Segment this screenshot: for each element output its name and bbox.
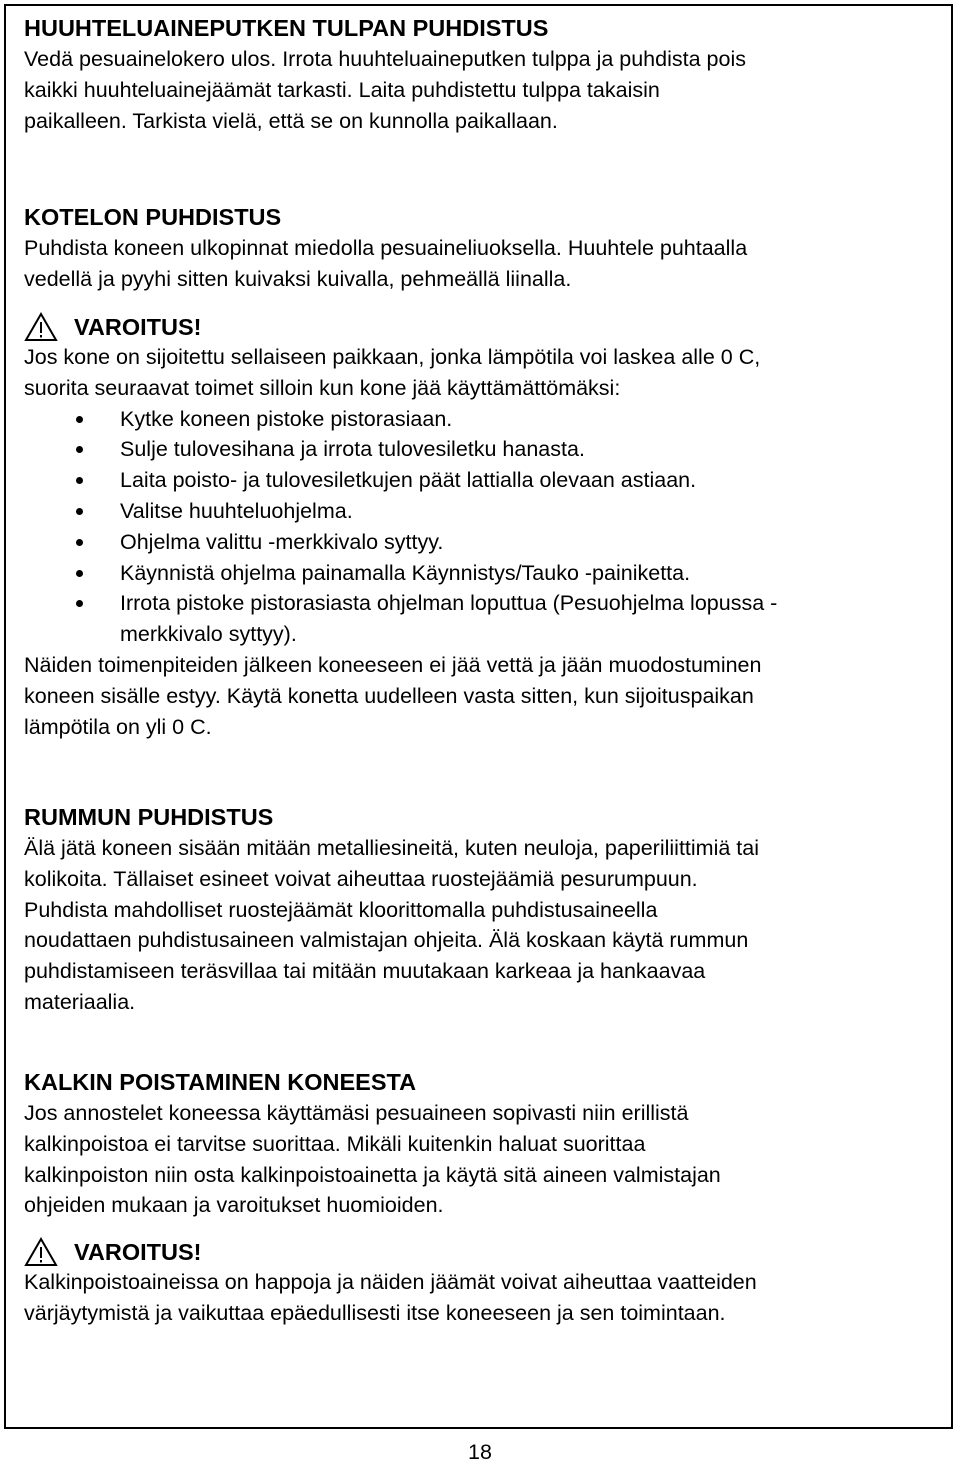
bullet-icon bbox=[76, 539, 83, 546]
paragraph-line: puhdistamiseen teräsvillaa tai mitään muutakaan karkeaa ja hankaavaa bbox=[24, 959, 706, 984]
paragraph-line: kolikoita. Tällaiset esineet voivat aiheuttaa ruostejäämiä pesurumpuun. bbox=[24, 866, 698, 891]
list-item bbox=[24, 434, 930, 465]
paragraph-line: paikalleen. Tarkista vielä, että se on kunnolla paikallaan. bbox=[24, 108, 558, 133]
list-item-text: Sulje tulovesihana ja irrota tulovesiletku hanasta. bbox=[120, 437, 585, 462]
warning-label: VAROITUS! bbox=[74, 314, 202, 340]
list-item-text: Ohjelma valittu -merkkivalo syttyy. bbox=[120, 529, 444, 554]
paragraph-line: kalkinpoiston niin osta kalkinpoistoainetta ja käytä sitä aineen valmistajan bbox=[24, 1162, 721, 1187]
bullet-icon bbox=[76, 416, 83, 423]
section-drum-cleaning bbox=[24, 802, 930, 1018]
list-item bbox=[24, 496, 930, 527]
bullet-icon bbox=[76, 600, 83, 607]
paragraph-line: Kalkinpoistoaineissa on happoja ja näiden jäämät voivat aiheuttaa vaatteiden bbox=[24, 1270, 757, 1294]
list-item-continuation bbox=[24, 619, 930, 650]
bullet-icon bbox=[76, 477, 83, 484]
section-title: RUMMUN PUHDISTUS bbox=[24, 804, 274, 830]
list-item bbox=[24, 404, 930, 435]
list-item-text: Valitse huuhteluohjelma. bbox=[120, 498, 353, 523]
section-hose-cleaning bbox=[24, 13, 930, 136]
paragraph-line: Puhdista mahdolliset ruostejäämät kloorittomalla puhdistusaineella bbox=[24, 897, 658, 922]
list-item bbox=[24, 527, 930, 558]
paragraph-line: vedellä ja pyyhi sitten kuivaksi kuivalla, pehmeällä liinalla. bbox=[24, 266, 572, 291]
paragraph-line: Näiden toimenpiteiden jälkeen koneeseen ei jää vettä ja jään muodostuminen bbox=[24, 652, 762, 677]
list-item bbox=[24, 465, 930, 496]
list-item bbox=[24, 588, 930, 619]
paragraph-line: lämpötila on yli 0 C. bbox=[24, 714, 212, 739]
warning-heading bbox=[24, 312, 930, 342]
section-title: HUUHTELUAINEPUTKEN TULPAN PUHDISTUS bbox=[24, 15, 549, 41]
warning-freeze bbox=[24, 312, 930, 742]
warning-triangle-icon bbox=[24, 312, 58, 342]
paragraph-line: ohjeiden mukaan ja varoitukset huomioiden. bbox=[24, 1193, 444, 1218]
paragraph-line: värjäytymistä ja vaikuttaa epäedullisesti itse koneeseen ja sen toimintaan. bbox=[24, 1300, 726, 1325]
paragraph-line: Puhdista koneen ulkopinnat miedolla pesuaineliuoksella. Huuhtele puhtaalla bbox=[24, 236, 748, 260]
list-item-text: merkkivalo syttyy). bbox=[120, 622, 297, 647]
section-descaling bbox=[24, 1067, 930, 1221]
bullet-icon bbox=[76, 446, 83, 453]
paragraph-line: koneen sisälle estyy. Käytä konetta uudelleen vasta sitten, kun sijoituspaikan bbox=[24, 683, 754, 708]
bullet-icon bbox=[76, 508, 83, 515]
paragraph-line: Jos kone on sijoitettu sellaiseen paikkaan, jonka lämpötila voi laskea alle 0 C, bbox=[24, 345, 761, 369]
list-item-text: Käynnistä ohjelma painamalla Käynnistys/Tauko -painiketta. bbox=[120, 560, 691, 585]
list-item bbox=[24, 558, 930, 589]
bullet-icon bbox=[76, 570, 83, 577]
list-item-text: Irrota pistoke pistorasiasta ohjelman loputtua (Pesuohjelma lopussa - bbox=[120, 591, 778, 616]
section-title: KALKIN POISTAMINEN KONEESTA bbox=[24, 1069, 417, 1095]
paragraph-line: suorita seuraavat toimet silloin kun kone jää käyttämättömäksi: bbox=[24, 375, 621, 400]
paragraph-line: materiaalia. bbox=[24, 989, 136, 1014]
paragraph-line: Älä jätä koneen sisään mitään metalliesineitä, kuten neuloja, paperiliittimiä tai bbox=[24, 836, 759, 860]
paragraph-line: kalkinpoistoa ei tarvitse suorittaa. Mikäli kuitenkin haluat suorittaa bbox=[24, 1131, 646, 1156]
section-title: KOTELON PUHDISTUS bbox=[24, 204, 282, 230]
warning-heading bbox=[24, 1237, 930, 1267]
warning-triangle-icon bbox=[24, 1237, 58, 1267]
instruction-list bbox=[24, 404, 930, 650]
paragraph-line: Vedä pesuainelokero ulos. Irrota huuhteluaineputken tulppa ja puhdista pois bbox=[24, 47, 746, 71]
paragraph-line: noudattaen puhdistusaineen valmistajan ohjeita. Älä koskaan käytä rummun bbox=[24, 928, 749, 953]
list-item-text: Kytke koneen pistoke pistorasiaan. bbox=[120, 406, 453, 431]
section-housing-cleaning bbox=[24, 202, 930, 295]
warning-acid bbox=[24, 1237, 930, 1329]
page-number: 18 bbox=[468, 1440, 492, 1464]
warning-label: VAROITUS! bbox=[74, 1239, 202, 1265]
paragraph-line: kaikki huuhteluainejäämät tarkasti. Laita puhdistettu tulppa takaisin bbox=[24, 77, 660, 102]
list-item-text: Laita poisto- ja tulovesiletkujen päät lattialla olevaan astiaan. bbox=[120, 468, 697, 493]
paragraph-line: Jos annostelet koneessa käyttämäsi pesuaineen sopivasti niin erillistä bbox=[24, 1101, 689, 1125]
